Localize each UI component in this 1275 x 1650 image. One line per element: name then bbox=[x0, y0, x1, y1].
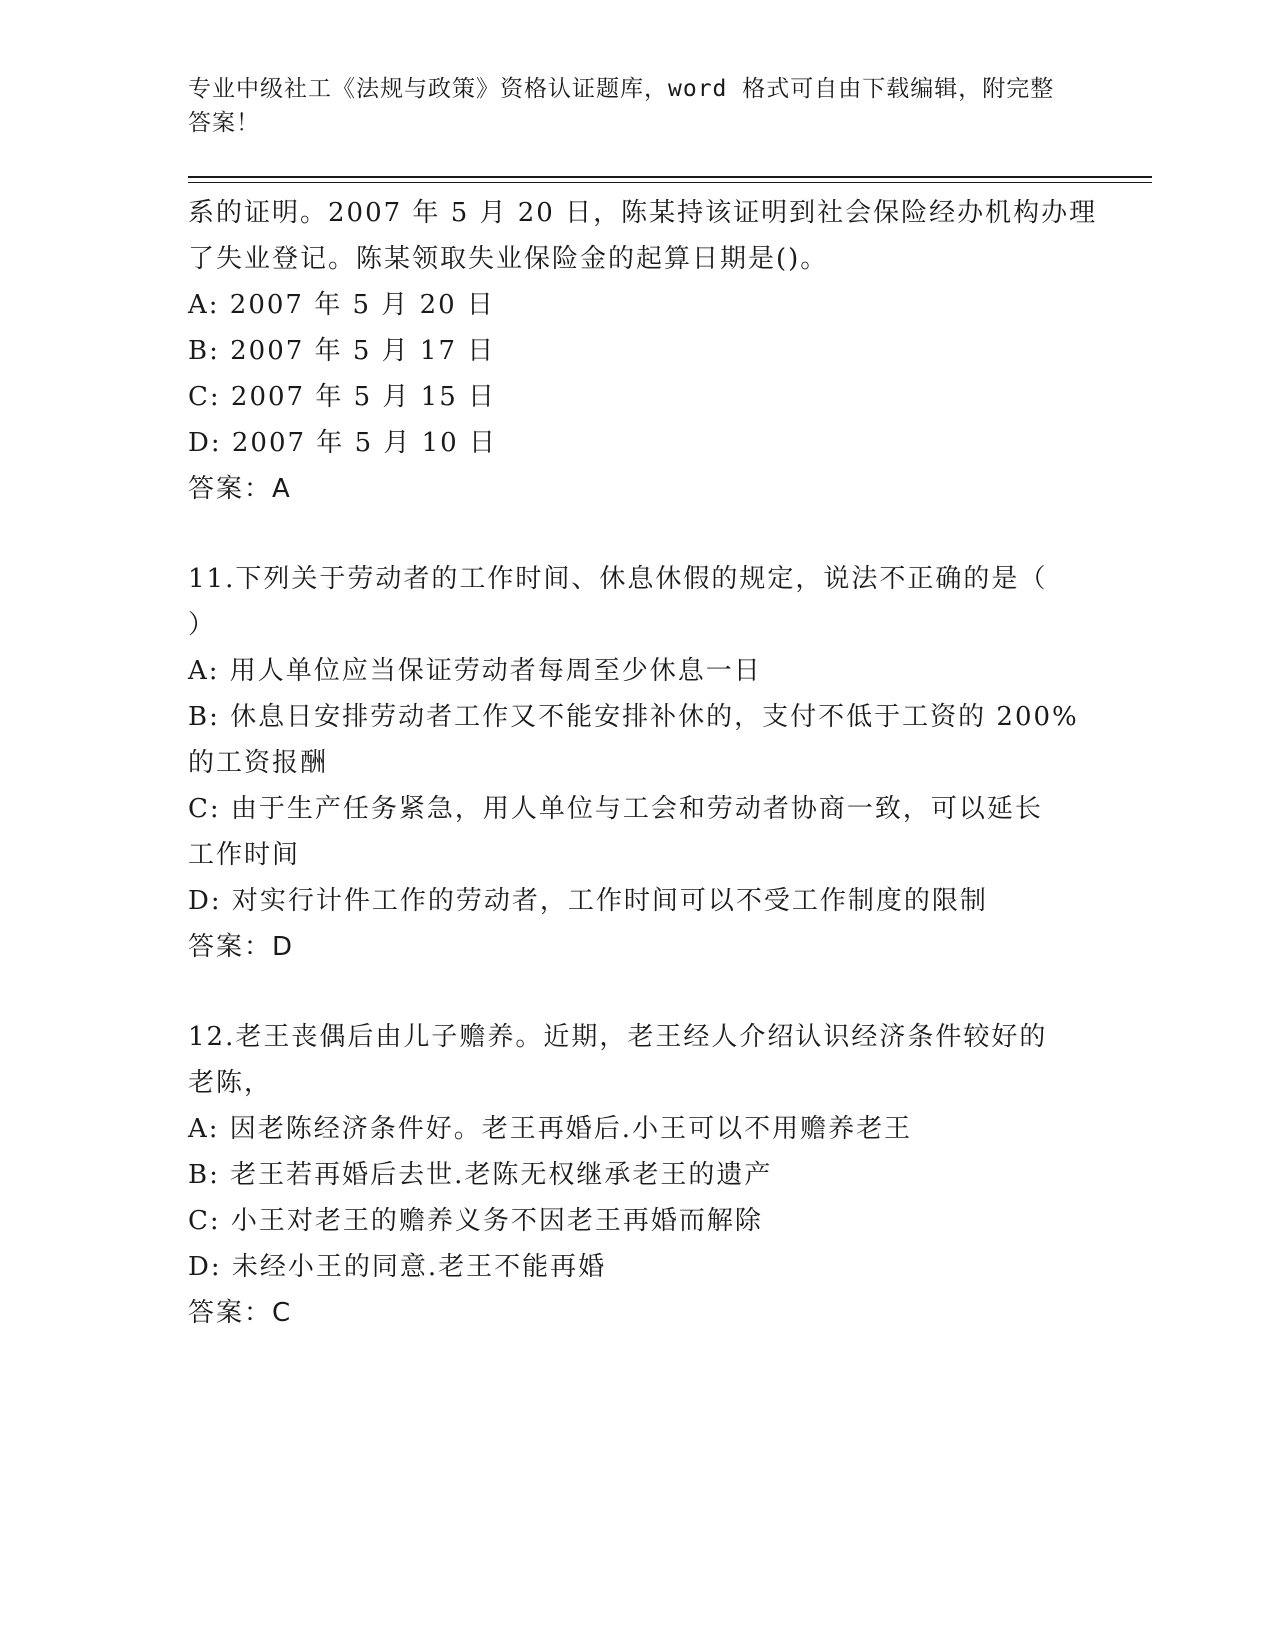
question-12-stem-line-1: 12.老王丧偶后由儿子赡养。近期，老王经人介绍认识经济条件较好的 bbox=[188, 1022, 1048, 1052]
question-spacer bbox=[188, 970, 1088, 1014]
question-10-option-c: C: 2007 年 5 月 15 日 bbox=[188, 382, 497, 412]
question-10 bbox=[188, 190, 1098, 512]
question-11-option-c-line-1: C: 由于生产任务紧急，用人单位与工会和劳动者协商一致，可以延长 bbox=[188, 794, 1043, 824]
header-line-1: 专业中级社工《法规与政策》资格认证题库，word 格式可自由下载编辑，附完整 bbox=[188, 76, 1055, 102]
question-12-option-b: B: 老王若再婚后去世.老陈无权继承老王的遗产 bbox=[188, 1160, 773, 1190]
document-body bbox=[188, 190, 1098, 1336]
question-12 bbox=[188, 1014, 1088, 1336]
question-12-option-a: A: 因老陈经济条件好。老王再婚后.小王可以不用赡养老王 bbox=[188, 1114, 913, 1144]
question-12-option-d: D: 未经小王的同意.老王不能再婚 bbox=[188, 1252, 607, 1282]
question-10-option-b: B: 2007 年 5 月 17 日 bbox=[188, 336, 496, 366]
question-11-option-b-line-2: 的工资报酬 bbox=[188, 748, 329, 778]
question-10-option-a: A: 2007 年 5 月 20 日 bbox=[188, 290, 495, 320]
question-10-stem-line-1: 系的证明。2007 年 5 月 20 日，陈某持该证明到社会保险经办机构办理 bbox=[188, 198, 1098, 228]
question-10-option-d: D: 2007 年 5 月 10 日 bbox=[188, 428, 497, 458]
question-11-answer: 答案：D bbox=[188, 932, 295, 962]
question-11-option-c-line-2: 工作时间 bbox=[188, 840, 301, 870]
question-11-option-d: D: 对实行计件工作的劳动者，工作时间可以不受工作制度的限制 bbox=[188, 886, 988, 916]
question-11 bbox=[188, 556, 1088, 970]
question-12-stem-line-2: 老陈， bbox=[188, 1068, 273, 1098]
header-divider-thick bbox=[188, 176, 1152, 178]
question-12-answer: 答案：C bbox=[188, 1298, 293, 1328]
question-12-option-c: C: 小王对老王的赡养义务不因老王再婚而解除 bbox=[188, 1206, 763, 1236]
header-divider-thin bbox=[188, 182, 1152, 183]
question-11-stem-line-2: ） bbox=[188, 610, 217, 640]
question-11-stem-line-1: 11.下列关于劳动者的工作时间、休息休假的规定，说法不正确的是（ bbox=[188, 564, 1048, 594]
question-10-answer: 答案：A bbox=[188, 474, 292, 504]
question-10-stem-line-2: 了失业登记。陈某领取失业保险金的起算日期是()。 bbox=[188, 244, 829, 274]
header-line-2: 答案！ bbox=[188, 110, 260, 136]
document-header bbox=[188, 72, 1088, 140]
question-11-option-a: A: 用人单位应当保证劳动者每周至少休息一日 bbox=[188, 656, 762, 686]
question-11-option-b-line-1: B: 休息日安排劳动者工作又不能安排补休的，支付不低于工资的 200% bbox=[188, 702, 1079, 732]
question-spacer bbox=[188, 512, 1088, 556]
